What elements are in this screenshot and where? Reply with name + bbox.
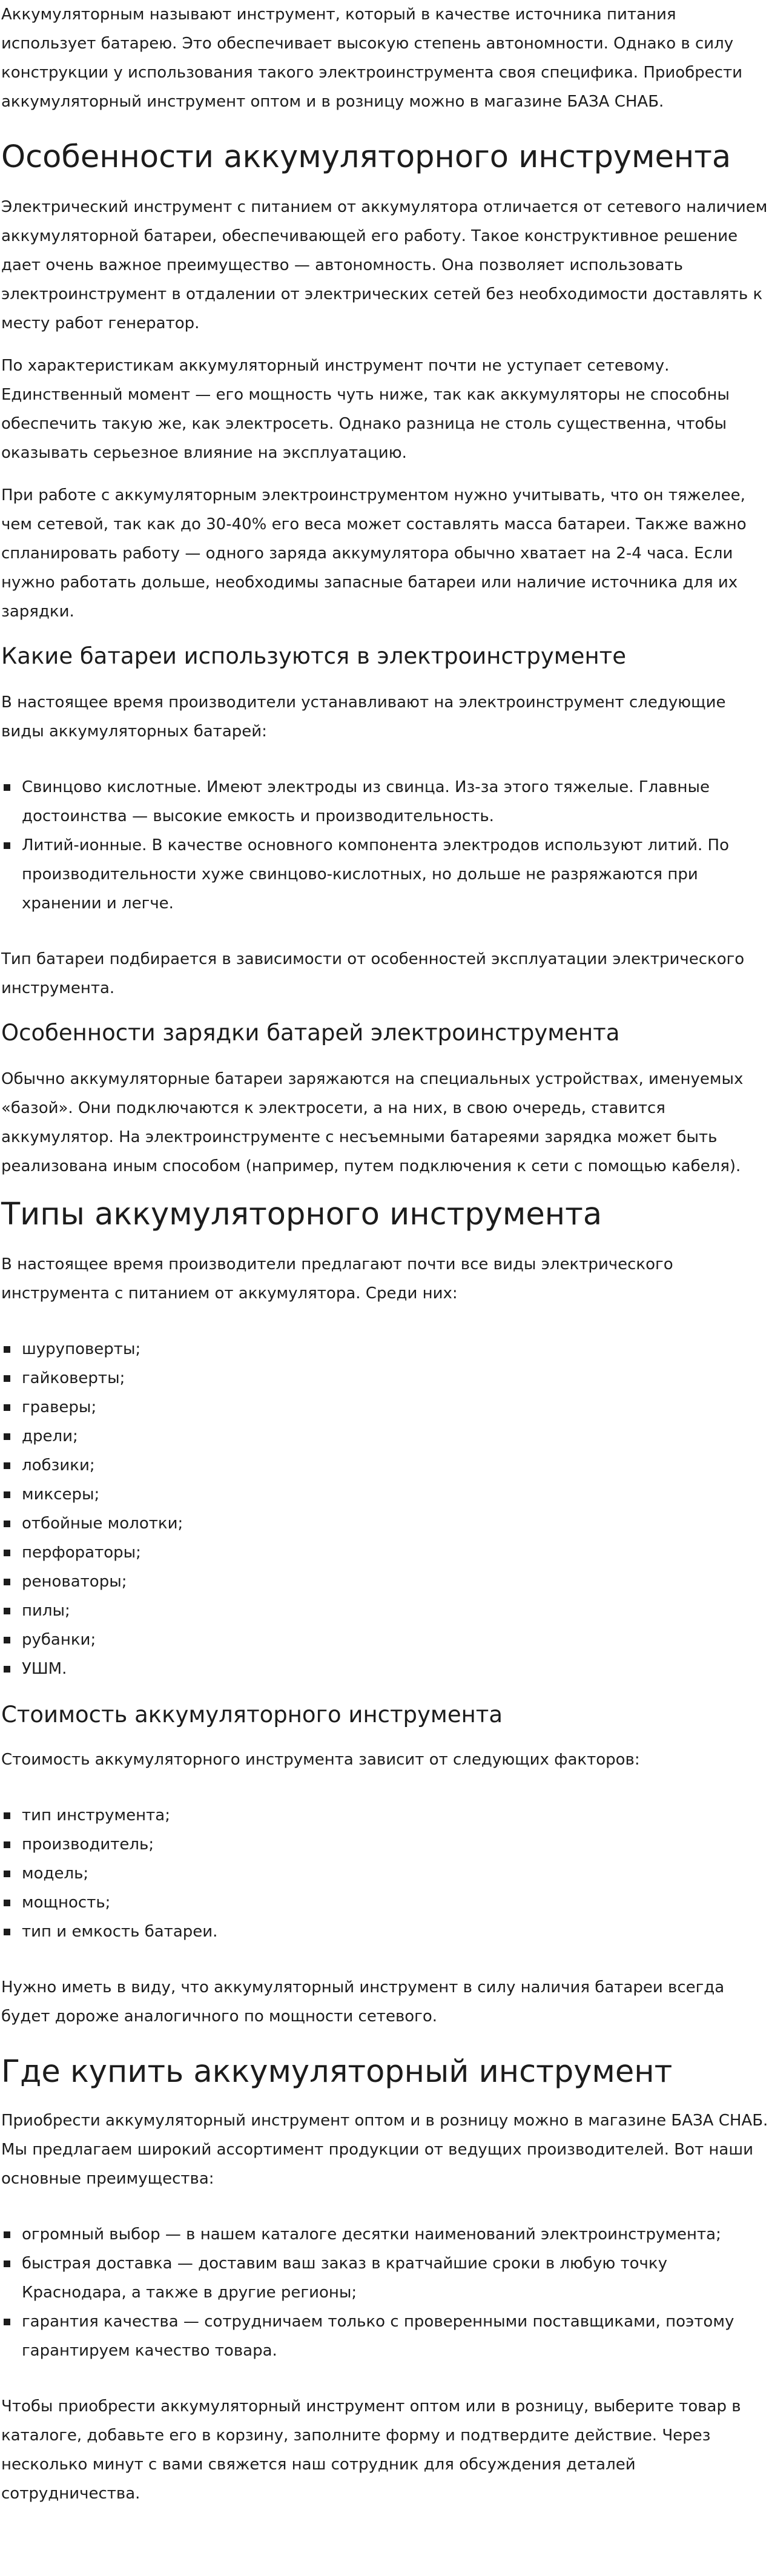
list-item: огромный выбор — в нашем каталоге десятки наименований электроинструмента; xyxy=(22,2220,769,2249)
buy-intro: Приобрести аккумуляторный инструмент оптом и в розницу можно в магазине БАЗА СНАБ. Мы предлагаем широкий ассортимент продукции от ведущих производителей. Вот наши основные преимущества: xyxy=(1,2112,768,2188)
list-item: дрели; xyxy=(22,1422,769,1451)
types-intro: В настоящее время производители предлагают почти все виды электрического инструмента с питанием от аккумулятора. Среди них: xyxy=(1,1255,673,1303)
list-item: шуруповерты; xyxy=(22,1335,769,1364)
list-item: граверы; xyxy=(22,1393,769,1422)
batteries-heading: Какие батареи используются в электроинструменте xyxy=(1,643,626,669)
cost-outro: Нужно иметь в виду, что аккумуляторный инструмент в силу наличия батареи всегда будет дороже аналогичного по мощности сетевого. xyxy=(1,1978,725,2026)
list-item: быстрая доставка — доставим ваш заказ в кратчайшие сроки в любую точку Краснодара, а также в другие регионы; xyxy=(22,2249,769,2307)
list-item: рубанки; xyxy=(22,1625,769,1654)
list-item: гарантия качества — сотрудничаем только с проверенными поставщиками, поэтому гарантируем качество товара. xyxy=(22,2307,769,2365)
list-item: тип и емкость батареи. xyxy=(22,1917,769,1946)
features-heading: Особенности аккумуляторного инструмента xyxy=(1,139,731,175)
list-item: миксеры; xyxy=(22,1480,769,1509)
features-paragraph-1: Электрический инструмент с питанием от аккумулятора отличается от сетевого наличием аккумуляторной батареи, обеспечивающей его работу. Такое конструктивное решение дает очень важное преимущество — автономность. Она позволяет использовать электроинструмент в отдалении от электрических сетей без необходимости доставлять к месту работ генератор. xyxy=(1,198,768,332)
list-item: перфораторы; xyxy=(22,1538,769,1567)
list-item: реноваторы; xyxy=(22,1567,769,1596)
types-list xyxy=(1,1335,769,1683)
list-item: тип инструмента; xyxy=(22,1801,769,1830)
cost-heading: Стоимость аккумуляторного инструмента xyxy=(1,1702,503,1728)
advantages-list xyxy=(1,2220,769,2365)
buy-outro: Чтобы приобрести аккумуляторный инструмент оптом или в розницу, выберите товар в каталоге, добавьте его в корзину, заполните форму и подтвердите действие. Через несколько минут с вами свяжется наш сотрудник для обсуждения деталей сотрудничества. xyxy=(1,2397,741,2503)
list-item: пилы; xyxy=(22,1596,769,1625)
features-paragraph-2: По характеристикам аккумуляторный инструмент почти не уступает сетевому. Единственный момент — его мощность чуть ниже, так как аккумуляторы не способны обеспечить такую же, как электросеть. Однако разница не столь существенна, чтобы оказывать серьезное влияние на эксплуатацию. xyxy=(1,357,730,462)
list-item: УШМ. xyxy=(22,1654,769,1683)
batteries-list xyxy=(1,773,769,918)
list-item: модель; xyxy=(22,1859,769,1888)
list-item: лобзики; xyxy=(22,1451,769,1480)
buy-heading: Где купить аккумуляторный инструмент xyxy=(1,2054,673,2090)
types-heading: Типы аккумуляторного инструмента xyxy=(1,1197,602,1232)
list-item: Свинцово кислотные. Имеют электроды из свинца. Из-за этого тяжелые. Главные достоинства — высокие емкость и производительность. xyxy=(22,773,769,831)
batteries-outro: Тип батареи подбирается в зависимости от особенностей эксплуатации электрического инструмента. xyxy=(1,950,745,997)
list-item: мощность; xyxy=(22,1888,769,1917)
cost-intro: Стоимость аккумуляторного инструмента зависит от следующих факторов: xyxy=(1,1751,640,1769)
list-item: Литий-ионные. В качестве основного компонента электродов используют литий. По производительности хуже свинцово-кислотных, но дольше не разряжаются при хранении и легче. xyxy=(22,831,769,918)
charging-heading: Особенности зарядки батарей электроинструмента xyxy=(1,1020,620,1046)
intro-paragraph: Аккумуляторным называют инструмент, который в качестве источника питания использует батарею. Это обеспечивает высокую степень автономности. Однако в силу конструкции у использования такого электроинструмента своя специфика. Приобрести аккумуляторный инструмент оптом и в розницу можно в магазине БАЗА СНАБ. xyxy=(1,5,743,111)
cost-list xyxy=(1,1801,769,1946)
charging-paragraph: Обычно аккумуляторные батареи заряжаются на специальных устройствах, именуемых «базой». Они подключаются к электросети, а на них, в свою очередь, ставится аккумулятор. На электроинструменте с несъемными батареями зарядка может быть реализована иным способом (например, путем подключения к сети с помощью кабеля). xyxy=(1,1070,744,1175)
list-item: производитель; xyxy=(22,1830,769,1859)
list-item: гайковерты; xyxy=(22,1364,769,1393)
batteries-intro: В настоящее время производители устанавливают на электроинструмент следующие виды аккумуляторных батарей: xyxy=(1,693,726,741)
features-paragraph-3: При работе с аккумуляторным электроинструментом нужно учитывать, что он тяжелее, чем сетевой, так как до 30-40% его веса может составлять масса батареи. Также важно спланировать работу — одного заряда аккумулятора обычно хватает на 2-4 часа. Если нужно работать дольше, необходимы запасные батареи или наличие источника для их зарядки. xyxy=(1,486,747,621)
list-item: отбойные молотки; xyxy=(22,1509,769,1538)
